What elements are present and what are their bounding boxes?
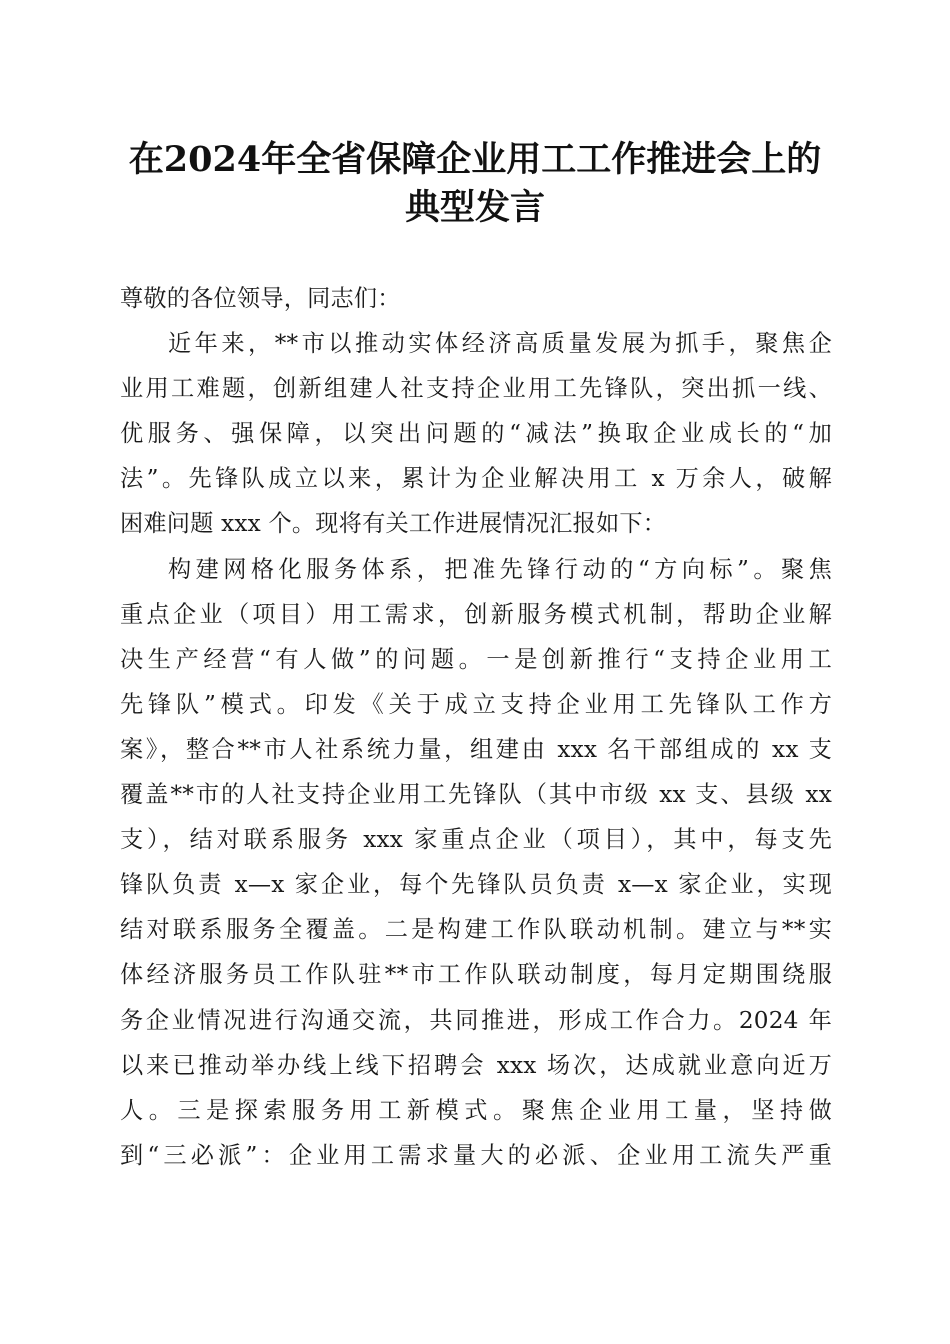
paragraph-2-line-14: 到“三必派”：企业用工需求量大的必派、企业用工流失严重 xyxy=(120,1141,832,1169)
paragraph-2-line-9: 结对联系服务全覆盖。二是构建工作队联动机制。建立与**实 xyxy=(120,916,832,944)
paragraph-2-line-1: 构建网格化服务体系，把准先锋行动的“方向标”。聚焦 xyxy=(168,555,832,583)
paragraph-2-line-2: 重点企业（项目）用工需求，创新服务模式机制，帮助企业解 xyxy=(120,600,832,628)
paragraph-1-line-4: 法”。先锋队成立以来，累计为企业解决用工 x 万余人，破解 xyxy=(120,465,832,493)
paragraph-2-line-3: 决生产经营“有人做”的问题。一是创新推行“支持企业用工 xyxy=(120,645,832,673)
salutation: 尊敬的各位领导，同志们： xyxy=(120,285,401,312)
paragraph-2-line-10: 体经济服务员工作队驻**市工作队联动制度，每月定期围绕服 xyxy=(120,961,832,989)
paragraph-2-line-4: 先锋队”模式。印发《关于成立支持企业用工先锋队工作方 xyxy=(120,690,832,718)
paragraph-1-line-5: 困难问题 xxx 个。现将有关工作进展情况汇报如下： xyxy=(120,510,667,538)
paragraph-2-line-11: 务企业情况进行沟通交流，共同推进，形成工作合力。2024 年 xyxy=(120,1006,832,1034)
paragraph-1-line-1: 近年来，**市以推动实体经济高质量发展为抓手，聚焦企 xyxy=(168,330,832,358)
paragraph-2-line-7: 支），结对联系服务 xxx 家重点企业（项目），其中，每支先 xyxy=(120,826,832,854)
paragraph-2-line-8: 锋队负责 x—x 家企业，每个先锋队员负责 x—x 家企业，实现 xyxy=(120,871,832,899)
paragraph-2-line-12: 以来已推动举办线上线下招聘会 xxx 场次，达成就业意向近万 xyxy=(120,1051,832,1079)
document-body xyxy=(120,276,832,1178)
document-title xyxy=(110,136,840,232)
title-line-2: 典型发言 xyxy=(404,187,545,228)
paragraph-2-line-5: 案》，整合**市人社系统力量，组建由 xxx 名干部组成的 xx 支 xyxy=(120,735,832,763)
paragraph-2-line-13: 人。三是探索服务用工新模式。聚焦企业用工量，坚持做 xyxy=(120,1096,832,1124)
paragraph-2-line-6: 覆盖**市的人社支持企业用工先锋队（其中市级 xx 支、县级 xx xyxy=(120,781,832,809)
title-line-1: 在2024年全省保障企业用工工作推进会上的 xyxy=(128,139,822,180)
paragraph-1-line-2: 业用工难题，创新组建人社支持企业用工先锋队，突出抓一线、 xyxy=(120,375,832,403)
paragraph-1-line-3: 优服务、强保障，以突出问题的“减法”换取企业成长的“加 xyxy=(120,420,832,448)
